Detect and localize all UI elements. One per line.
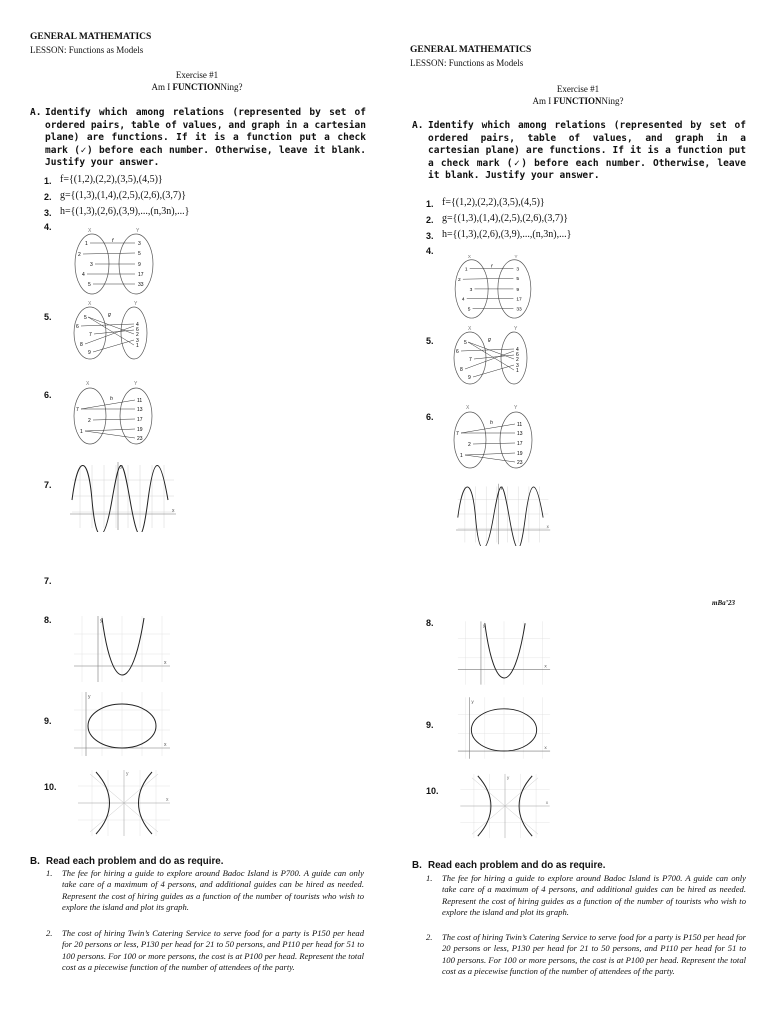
graph-8-parabola [72,614,172,684]
svg-text:y: y [126,771,129,777]
svg-text:17: 17 [517,441,523,447]
svg-text:Y: Y [514,405,518,411]
problem-number: 2. [426,932,433,942]
svg-text:x: x [166,797,169,803]
svg-text:X: X [88,228,92,234]
item-2-set: g={(1,3),(1,4),(2,5),(2,6),(3,7)} [442,213,569,224]
svg-text:Y: Y [514,326,518,332]
svg-text:X: X [466,405,470,411]
svg-text:Y: Y [134,381,138,387]
svg-text:17: 17 [137,417,143,423]
exercise-title: Am I FUNCTIONNing? [151,82,243,92]
svg-text:8: 8 [80,342,83,348]
svg-text:y: y [482,624,486,630]
section-b-letter: B. [412,860,422,871]
item-number: 2. [426,215,434,225]
graph-8-parabola [456,618,552,688]
section-a-letter: A. [412,120,424,131]
svg-text:y: y [100,618,103,624]
svg-text:3: 3 [136,338,139,344]
svg-text:5: 5 [516,277,520,283]
svg-text:7: 7 [456,431,459,437]
item-number: 8. [44,615,52,625]
svg-text:Y: Y [514,254,518,260]
svg-text:11: 11 [517,422,523,428]
mapping-diagram-4 [448,252,538,320]
svg-text:2: 2 [458,278,461,284]
svg-text:y: y [88,694,91,700]
item-number: 1. [44,176,52,186]
svg-text:2: 2 [88,418,91,424]
svg-text:3: 3 [516,267,520,273]
svg-text:5: 5 [467,307,471,313]
svg-text:19: 19 [517,451,523,457]
svg-text:9: 9 [516,287,520,293]
subject-title: GENERAL MATHEMATICS [30,32,152,42]
item-number: 7. [44,480,52,490]
exercise-number: Exercise #1 [175,70,219,80]
svg-text:8: 8 [460,367,463,373]
svg-text:X: X [86,381,90,387]
item-number: 9. [44,716,52,726]
svg-text:1: 1 [464,267,468,273]
item-3-set: h={(1,3),(2,6),(3,9),...,(n,3n),...} [60,206,190,217]
svg-text:2: 2 [516,357,519,363]
item-number: 6. [44,390,52,400]
item-number: 4. [44,222,52,232]
section-b-title: Read each problem and do as require. [428,860,606,871]
problem-number: 1. [426,873,433,883]
mapping-diagram-6 [68,378,158,448]
svg-text:y: y [506,775,510,781]
svg-text:5: 5 [138,251,141,257]
svg-text:6: 6 [136,327,139,333]
svg-text:6: 6 [76,324,79,330]
svg-text:x: x [164,742,167,748]
graph-10-hyperbola [76,768,172,838]
svg-text:Y: Y [136,228,140,234]
svg-text:4: 4 [82,272,85,278]
item-number: 3. [44,208,52,218]
lesson-title: LESSON: Functions as Models [410,58,524,68]
svg-text:Y: Y [134,301,138,307]
svg-text:2: 2 [78,252,81,258]
svg-text:1: 1 [136,343,139,349]
problem-number: 2. [46,928,53,938]
exercise-title: Am I FUNCTIONNing? [532,96,624,106]
svg-text:y: y [471,700,474,706]
item-number: 2. [44,192,52,202]
svg-text:X: X [468,326,472,332]
problem-1-text: The fee for hiring a guide to explore around Badoc Island is P700. A guide can only take care of a maximum of 4 persons, and additional guides can be hired as needed. Represent the cost of hiring guides as a function of the number of tourists who wish to explore the island and plot its graph. [62,868,364,913]
svg-text:5: 5 [88,282,91,288]
item-number: 6. [426,412,434,422]
mapping-diagram-5 [448,325,538,387]
svg-text:7: 7 [89,332,92,338]
mapping-diagram-5 [68,300,158,362]
item-1-set: f={(1,2),(2,2),(3,5),(4,5)} [442,197,545,208]
svg-text:13: 13 [137,407,143,413]
item-number: 7. [44,576,52,586]
item-number: 10. [426,786,439,796]
svg-text:11: 11 [137,398,143,404]
svg-text:g: g [488,337,491,343]
lesson-title: LESSON: Functions as Models [30,45,144,55]
svg-text:1: 1 [516,368,519,374]
svg-text:4: 4 [136,322,139,328]
svg-text:x: x [544,746,547,752]
svg-text:5: 5 [84,315,87,321]
svg-text:3: 3 [516,363,519,369]
graph-9-ellipse [456,694,552,762]
svg-text:23: 23 [137,436,143,442]
problem-2-text: The cost of hiring Twin’s Catering Service to serve food for a party is P150 per head for 20 persons or less, P130 per head for 21 to 50 persons, and P110 per head for 51 to 100 persons. For 100 or more persons, the cost is at P100 per head. Represent the total cost as a piecewise function of the number of attendees of the party. [62,928,364,973]
svg-text:y: y [500,485,503,491]
problem-2-text: The cost of hiring Twin’s Catering Service to serve food for a party is P150 per head for 20 persons or less, P130 per head for 21 to 50 persons, and P110 per head for 51 to 100 persons. For 100 or more persons, the cost is at P100 per head. Represent the total cost as a piecewise function of the number of attendees of the party. [442,932,746,977]
section-a-instructions: Identify which among relations (represented by set of ordered pairs, table of values, and graph in a cartesian plane) are functions. If it is a function put a check mark (✓) before each number. Otherwise, leave it blank. Justify your answer. [428,120,746,182]
svg-text:13: 13 [517,431,523,437]
item-number: 5. [44,312,52,322]
svg-text:x: x [164,660,167,666]
svg-text:6: 6 [456,349,459,355]
item-number: 8. [426,618,434,628]
svg-text:X: X [88,301,92,307]
item-number: 5. [426,336,434,346]
mapping-diagram-4 [68,226,160,296]
svg-text:7: 7 [469,357,472,363]
svg-text:1: 1 [80,429,83,435]
subject-title: GENERAL MATHEMATICS [410,45,532,55]
svg-text:y: y [120,464,123,470]
item-3-set: h={(1,3),(2,6),(3,9),...,(n,3n),...} [442,229,572,240]
svg-text:9: 9 [468,375,471,381]
svg-text:h: h [110,396,113,402]
svg-text:1: 1 [460,453,463,459]
svg-text:4: 4 [516,347,519,353]
svg-text:23: 23 [517,460,523,466]
section-a-instructions: Identify which among relations (represented by set of ordered pairs, table of values, and graph in a cartesian plane) are functions. If it is a function put a check mark (✓) before each number. Otherwise, leave it blank. Justify your answer. [45,107,366,169]
svg-text:33: 33 [138,282,144,288]
section-a-letter: A. [30,107,42,118]
svg-text:3: 3 [138,241,141,247]
item-2-set: g={(1,3),(1,4),(2,5),(2,6),(3,7)} [60,190,187,201]
graph-10-hyperbola [458,772,552,840]
svg-text:9: 9 [88,350,91,356]
svg-text:f: f [491,264,493,270]
svg-text:2: 2 [136,332,139,338]
mapping-diagram-6 [448,402,538,472]
section-b-letter: B. [30,856,40,867]
problem-number: 1. [46,868,53,878]
svg-text:x: x [546,524,549,530]
item-number: 9. [426,720,434,730]
svg-text:x: x [172,508,175,514]
svg-text:33: 33 [516,307,522,313]
item-number: 10. [44,782,57,792]
item-1-set: f={(1,2),(2,2),(3,5),(4,5)} [60,174,163,185]
svg-text:1: 1 [85,241,88,247]
svg-text:17: 17 [138,272,144,278]
svg-text:17: 17 [516,297,522,303]
svg-text:x: x [544,664,547,670]
item-number: 4. [426,246,434,256]
exercise-number: Exercise #1 [556,84,600,94]
svg-text:h: h [490,420,493,426]
svg-text:19: 19 [137,427,143,433]
svg-text:f: f [112,238,114,244]
svg-text:2: 2 [468,442,471,448]
graph-9-ellipse [72,690,172,758]
svg-text:g: g [108,312,111,318]
graph-7-sine [452,482,556,546]
svg-text:7: 7 [76,407,79,413]
svg-text:X: X [467,254,471,260]
author-signature: mBa’23 [712,599,735,607]
section-b-title: Read each problem and do as require. [46,856,224,867]
graph-7-sine [68,460,180,532]
problem-1-text: The fee for hiring a guide to explore around Badoc Island is P700. A guide can only take care of a maximum of 4 persons, and additional guides can be hired as needed. Represent the cost of hiring guides as a function of the number of tourists who wish to explore the island and plot its graph. [442,873,746,918]
svg-text:3: 3 [90,262,93,268]
item-number: 1. [426,199,434,209]
svg-text:x: x [545,801,549,807]
svg-text:3: 3 [469,287,473,293]
svg-text:4: 4 [461,297,465,303]
svg-text:6: 6 [516,352,519,358]
svg-text:5: 5 [464,340,467,346]
item-number: 3. [426,231,434,241]
svg-text:9: 9 [138,262,141,268]
